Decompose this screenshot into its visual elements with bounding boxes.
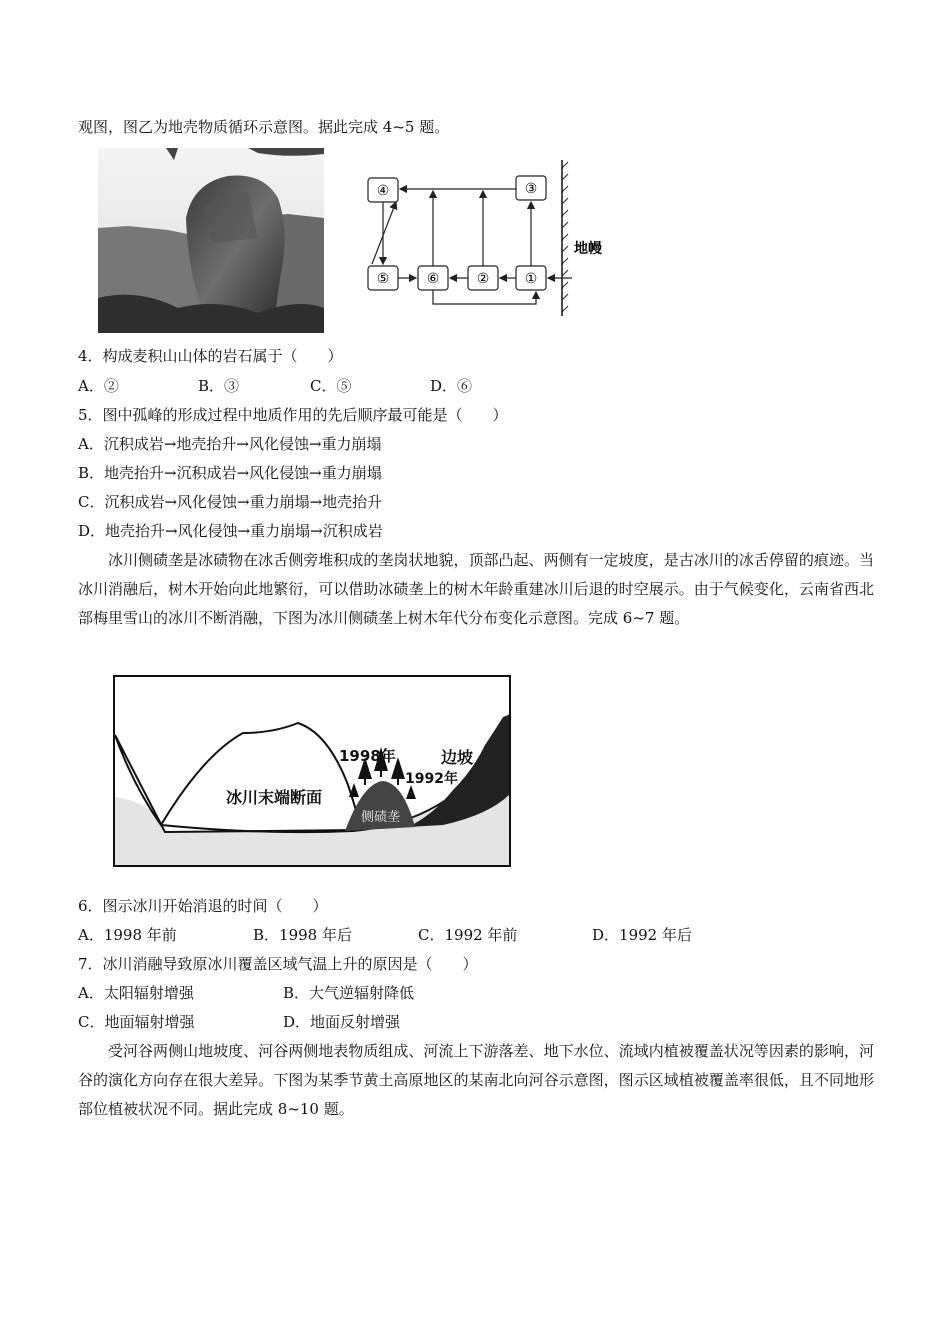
q7-option-b: B．大气逆辐射降低 (283, 984, 415, 1002)
mantle-label: 地幔 (574, 241, 602, 257)
year-1992-label: 1992年 (405, 771, 458, 787)
q7-stem: 7．冰川消融导致原冰川覆盖区域气温上升的原因是（ ） (78, 955, 478, 973)
node-4: ④ (376, 183, 390, 199)
q6-option-b: B．1998 年后 (253, 926, 352, 944)
q5-stem: 5．图中孤峰的形成过程中地质作用的先后顺序最可能是（ ） (78, 406, 508, 424)
q4-stem: 4．构成麦积山山体的岩石属于（ ） (78, 347, 343, 365)
q7-option-a: A．太阳辐射增强 (78, 984, 194, 1002)
q5-option-b: B．地壳抬升→沉积成岩→风化侵蚀→重力崩塌 (78, 464, 382, 482)
q6-option-a: A．1998 年前 (78, 926, 177, 944)
slope-label: 边坡 (441, 748, 474, 767)
q6-option-d: D．1992 年后 (592, 926, 692, 944)
node-1: ① (524, 271, 538, 287)
node-6: ⑥ (426, 271, 440, 287)
passage-glacier: 冰川侧碛垄是冰碛物在冰舌侧旁堆积成的垄岗状地貌，顶部凸起、两侧有一定坡度，是古冰川的冰舌停留的痕迹。当冰川消融后，树木开始向此地繁衍，可以借助冰碛垄上的树木年龄重建冰川后退的时空展示。由于气候变化，云南省西北部梅里雪山的冰川不断消融，下图为冰川侧碛垄上树木年代分布变化示意图。完成 6~7 题。 (78, 551, 874, 627)
node-2: ② (476, 271, 490, 287)
passage-valley: 受河谷两侧山地坡度、河谷两侧地表物质组成、河流上下游落差、地下水位、流域内植被覆盖状况等因素的影响，河谷的演化方向存在很大差异。下图为某季节黄土高原地区的某南北向河谷示意图，图示区域植被覆盖率很低，且不同地形部位植被状况不同。据此完成 8~10 题。 (78, 1042, 874, 1118)
q7-option-d: D．地面反射增强 (283, 1013, 401, 1031)
q4-option-d: D．⑥ (430, 377, 473, 395)
mountain-photo (98, 148, 324, 333)
q5-option-c: C．沉积成岩→风化侵蚀→重力崩塌→地壳抬升 (78, 493, 383, 511)
q6-stem: 6．图示冰川开始消退的时间（ ） (78, 897, 328, 915)
moraine-label: 侧碛垄 (361, 810, 401, 825)
q4-option-c: C．⑤ (310, 377, 352, 395)
q7-option-c: C．地面辐射增强 (78, 1013, 195, 1031)
q4-option-b: B．③ (198, 377, 240, 395)
q5-option-a: A．沉积成岩→地壳抬升→风化侵蚀→重力崩塌 (78, 435, 382, 453)
q5-option-d: D．地壳抬升→风化侵蚀→重力崩塌→沉积成岩 (78, 522, 383, 540)
year-1998-label: 1998年 (339, 747, 396, 765)
q4-option-a: A．② (78, 377, 119, 395)
intro-line: 观图，图乙为地壳物质循环示意图。据此完成 4~5 题。 (78, 118, 450, 136)
node-5: ⑤ (376, 271, 390, 287)
glacier-label: 冰川末端断面 (226, 788, 323, 807)
rock-cycle-diagram (360, 158, 620, 318)
glacier-moraine-diagram (113, 675, 511, 867)
node-3: ③ (524, 181, 538, 197)
q6-option-c: C．1992 年前 (418, 926, 518, 944)
